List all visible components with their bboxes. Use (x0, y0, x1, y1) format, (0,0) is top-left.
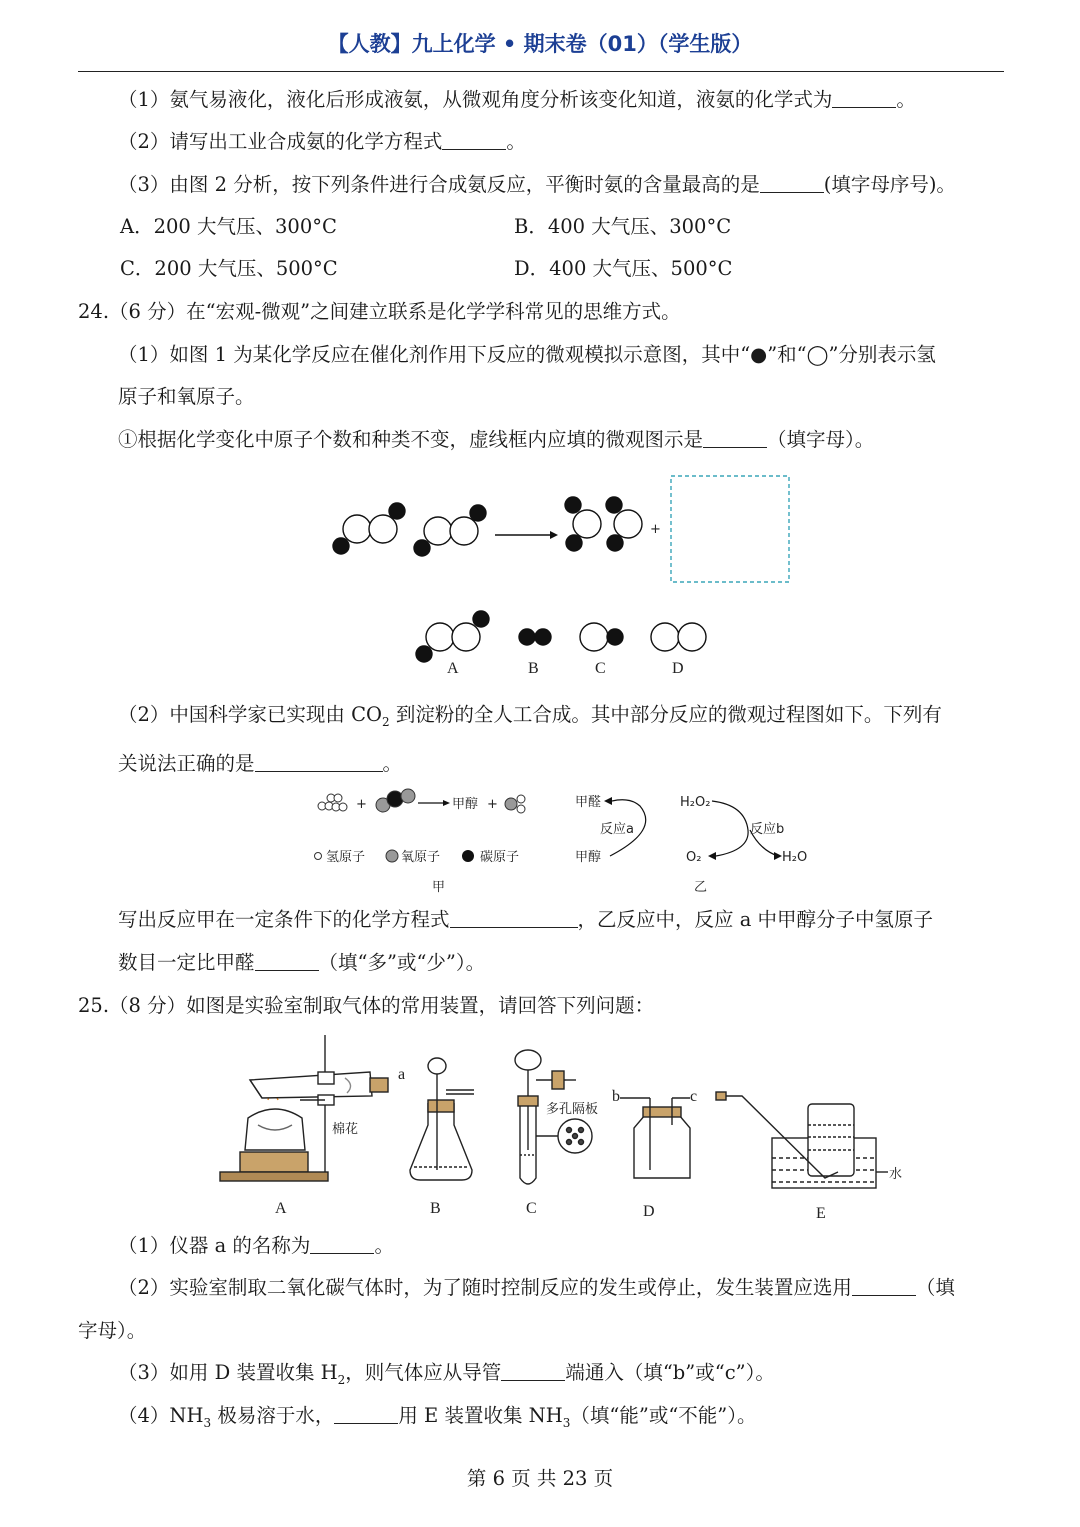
q23-part2: （2）请写出工业合成氨的化学方程式 。 (118, 130, 526, 153)
yi-o2: O₂ (686, 850, 702, 865)
jia-plus-2: + (487, 797, 498, 812)
label-b: b (612, 1088, 620, 1105)
q23-part1: （1）氨气易液化，液化后形成液氨，从微观角度分析该变化知道，液氨的化学式为 。 (118, 88, 916, 111)
yi-methanol: 甲醇 (575, 850, 602, 865)
yi-h2o2: H₂O₂ (680, 795, 711, 810)
choice-label-d: D (672, 660, 684, 677)
q24-part1-question: ①根据化学变化中原子个数和种类不变，虚线框内应填的微观图示是 （填字母）。 (118, 428, 875, 451)
apparatus-d (620, 1098, 690, 1178)
plus-sign: + (650, 522, 661, 537)
q24-part1-line1: （1）如图 1 为某化学反应在催化剂作用下反应的微观模拟示意图，其中“●”和“◯”分别表示氢 (118, 343, 936, 366)
apparatus-b (410, 1058, 474, 1180)
q25-stem: 25.（8 分）如图是实验室制取气体的常用装置，请回答下列问题： (78, 994, 655, 1017)
q24-part3-line1: 写出反应甲在一定条件下的化学方程式 ，乙反应中，反应 a 中甲醇分子中氢原子 (118, 908, 934, 931)
choice-label-a: A (447, 660, 459, 677)
apparatus-label-a: A (275, 1200, 287, 1217)
label-cotton: 棉花 (332, 1122, 359, 1137)
page-footer: 第 6 页 共 23 页 (466, 1467, 614, 1490)
jia-product: 甲醇 (452, 797, 479, 812)
q23-option-d: D．400 大气压、500°C (514, 257, 733, 280)
q24-part2-line1: （2）中国科学家已实现由 $CO_2$ 到淀粉的全人工合成。其中部分反应的微观过程图如下。下列有 (118, 703, 942, 729)
choice-label-b: B (528, 660, 539, 677)
q24-stem: 24.（6 分）在“宏观-微观”之间建立联系是化学学科常见的思维方式。 (78, 300, 681, 323)
apparatus-a (220, 1035, 388, 1181)
q25-part3: （3）如用 D 装置收集 $H_2$，则气体应从导管 端通入（填“b”或“c”）。 (118, 1361, 775, 1387)
answer-blank[interactable] (334, 1407, 398, 1424)
q25-part4: $(4)NH_3$ 极易溶于水， 用 E 装置收集 $NH_3$（填“能”或“不能”）。 (118, 1404, 757, 1430)
q23-part3: （3）由图 2 分析，按下列条件进行合成氨反应，平衡时氨的含量最高的是 (填字母序号)。 (118, 173, 956, 196)
q23-option-b: B．400 大气压、300°C (514, 215, 732, 238)
page-header-title: 【人教】九上化学 • 期末卷（01）（学生版） (327, 32, 753, 56)
label-porous-plate: 多孔隔板 (546, 1102, 599, 1117)
legend-hydrogen: 氢原子 (326, 850, 366, 865)
label-c: c (690, 1088, 698, 1105)
yi-reaction-a: 反应a (600, 822, 634, 837)
answer-blank[interactable] (310, 1237, 374, 1254)
q24-part2-line2: 关说法正确的是 。 (118, 752, 403, 775)
label-water: 水 (889, 1167, 903, 1182)
q24-part1-line2: 原子和氧原子。 (118, 385, 255, 408)
apparatus-label-d: D (643, 1203, 655, 1220)
label-a: a (398, 1066, 406, 1083)
q25-part2-line1: （2）实验室制取二氧化碳气体时，为了随时控制反应的发生或停止，发生装置应选用 （填 (118, 1276, 955, 1299)
q25-part2-line2: 字母）。 (78, 1319, 147, 1342)
legend-oxygen: 氧原子 (401, 850, 441, 865)
figure-yi-caption: 乙 (694, 880, 708, 895)
yi-h2o: H₂O (782, 850, 808, 865)
apparatus-label-b: B (430, 1200, 441, 1217)
yi-formaldehyde: 甲醛 (575, 795, 602, 810)
answer-blank[interactable] (501, 1364, 565, 1381)
apparatus-label-c: C (526, 1200, 537, 1217)
q23-option-c: C．200 大气压、500°C (120, 257, 338, 280)
q23-option-a: A．200 大气压、300°C (120, 215, 337, 238)
apparatus-label-e: E (816, 1205, 826, 1222)
q24-part3-line2: 数目一定比甲醛 （填“多”或“少”）。 (118, 951, 486, 974)
apparatus-c (515, 1050, 592, 1184)
legend-carbon: 碳原子 (480, 850, 520, 865)
apparatus-e (716, 1092, 888, 1188)
q25-part1: （1）仪器 a 的名称为 。 (118, 1234, 394, 1257)
choice-label-c: C (595, 660, 606, 677)
figure-jia-caption: 甲 (432, 880, 446, 895)
answer-blank[interactable] (852, 1279, 916, 1296)
yi-reaction-b: 反应b (750, 822, 785, 837)
jia-plus-1: + (356, 797, 367, 812)
